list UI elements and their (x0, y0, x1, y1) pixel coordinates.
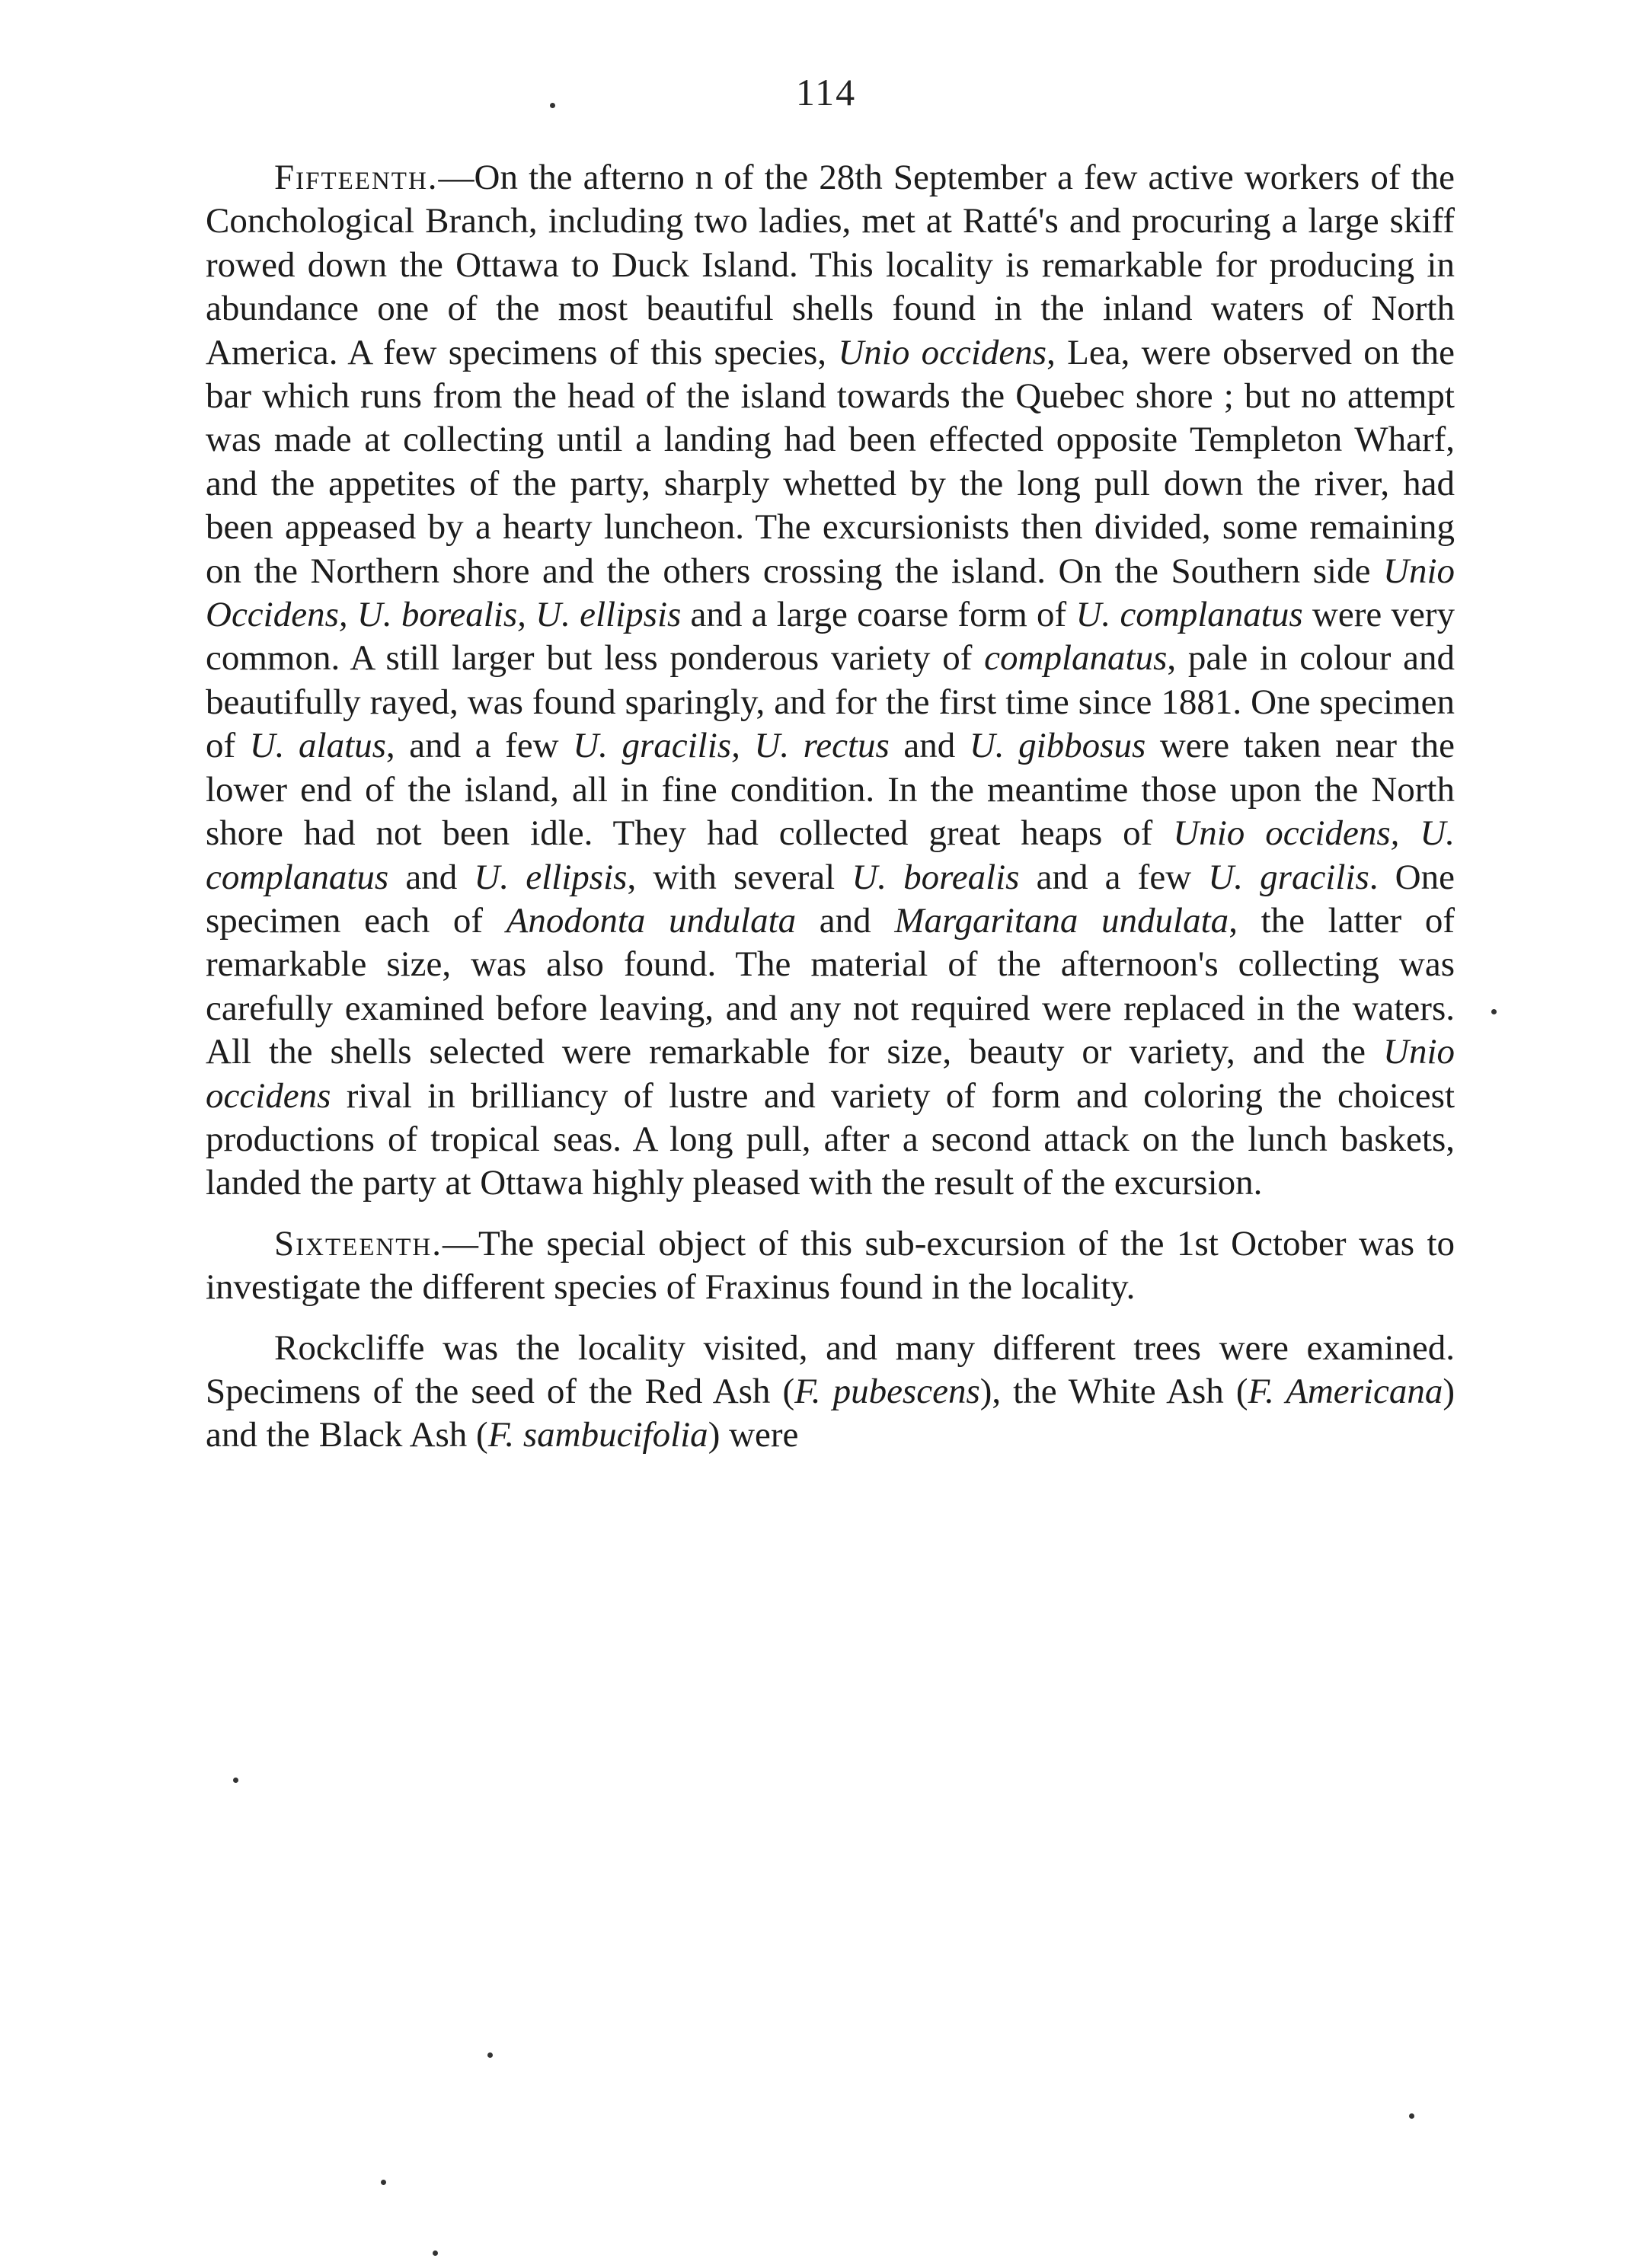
paragraph-fifteenth (206, 156, 1455, 1206)
text-run: , with several (627, 857, 852, 897)
print-speck (381, 2180, 386, 2185)
body-text (206, 156, 1455, 1458)
text-run: , and a few (385, 726, 574, 766)
species-name: U. gibbosus (969, 726, 1146, 766)
species-name: Unio occidens (838, 332, 1047, 372)
text-run: ) were (708, 1415, 799, 1455)
print-speck (1491, 1009, 1497, 1014)
print-speck (487, 2052, 493, 2058)
section-lead: Sixteenth. (274, 1223, 443, 1263)
text-run: —On the afterno n of the 28th September a few active workers of the Conchological Branch, including two ladies, met at Ratté's and procuring a large skiff rowed down the Ottawa to Duck Island. This locality is remarkable for producing in abundance one of the most beautiful shells found in the inland waters of North America. A few specimens of this species, (206, 158, 1455, 372)
species-name: U. complanatus (1075, 595, 1303, 635)
text-run: and (796, 900, 895, 941)
species-name: U. alatus (249, 726, 386, 766)
species-name: U. borealis (852, 857, 1020, 897)
print-speck (1409, 2113, 1414, 2119)
text-run: , pale in colour and beautifully rayed, was found sparingly, and for the first time since 1881. One specimen of (206, 638, 1455, 766)
text-run: ), the White Ash ( (979, 1371, 1248, 1411)
species-name: U. ellipsis (474, 857, 628, 897)
species-name: Unio occidens, U. complanatus (206, 813, 1455, 897)
page-number: 114 (795, 71, 857, 113)
print-speck (433, 2250, 438, 2256)
text-run: ) and the Black Ash ( (206, 1371, 1455, 1455)
text-run: —The special object of this sub-excursion of the 1st October was to investigate the different species of Fraxinus found in the locality. (206, 1223, 1455, 1308)
text-run: , the latter of remarkable size, was also found. The material of the afternoon's collecting was carefully examined before leaving, and any not required were replaced in the waters. All the shells selected were remarkable for size, beauty or variety, and the (206, 900, 1455, 1072)
text-run: and (889, 726, 970, 766)
print-speck (233, 1778, 238, 1783)
paragraph-sixteenth (206, 1222, 1455, 1310)
species-name: Anodonta undulata (506, 900, 797, 941)
species-name: U. gracilis (1208, 857, 1369, 897)
text-run: were taken near the lower end of the island, all in fine condition. In the meantime those upon the North shore had not been idle. They had collected great heaps of (206, 726, 1455, 854)
section-lead: Fifteenth. (274, 158, 439, 197)
species-name: F. pubescens (794, 1371, 980, 1411)
species-name: F. Americana (1248, 1371, 1443, 1411)
species-name: Unio Occidens, U. borealis, U. ellipsis (206, 551, 1455, 635)
paragraph-body (206, 158, 1455, 1203)
text-run: rival in brilliancy of lustre and variety of form and coloring the choicest productions of tropical seas. A long pull, after a second attack on the lunch baskets, landed the party at Ottawa highly pleased with the result of the excursion. (206, 1075, 1455, 1203)
print-speck (550, 103, 555, 108)
paragraph-body (206, 1328, 1455, 1455)
species-name: Margaritana undulata (894, 900, 1229, 941)
text-run: were very common. A still larger but less ponderous variety of (206, 595, 1455, 679)
text-run: and (388, 857, 475, 897)
species-name: F. sambucifolia (487, 1415, 708, 1455)
text-run: . One specimen each of (206, 857, 1455, 941)
species-name: U. gracilis, U. rectus (573, 726, 890, 766)
text-run: and a large coarse form of (681, 595, 1076, 635)
text-run: Rockcliffe was the locality visited, and many different trees were examined. Specimens of the seed of the Red Ash ( (206, 1327, 1455, 1411)
paragraph-rockcliffe (206, 1327, 1455, 1458)
species-name: complanatus (984, 638, 1168, 679)
text-run: , Lea, were observed on the bar which runs from the head of the island towards the Quebec shore ; but no attempt was made at collecting until a landing had been effected opposite Templeton Wharf, and the appetites of the party, sharply whetted by the long pull down the river, had been appeased by a hearty luncheon. The excursionists then divided, some remaining on the Northern shore and the others crossing the island. On the Southern side (206, 332, 1455, 591)
text-run: and a few (1019, 857, 1209, 897)
species-name: Unio occidens (206, 1032, 1455, 1116)
